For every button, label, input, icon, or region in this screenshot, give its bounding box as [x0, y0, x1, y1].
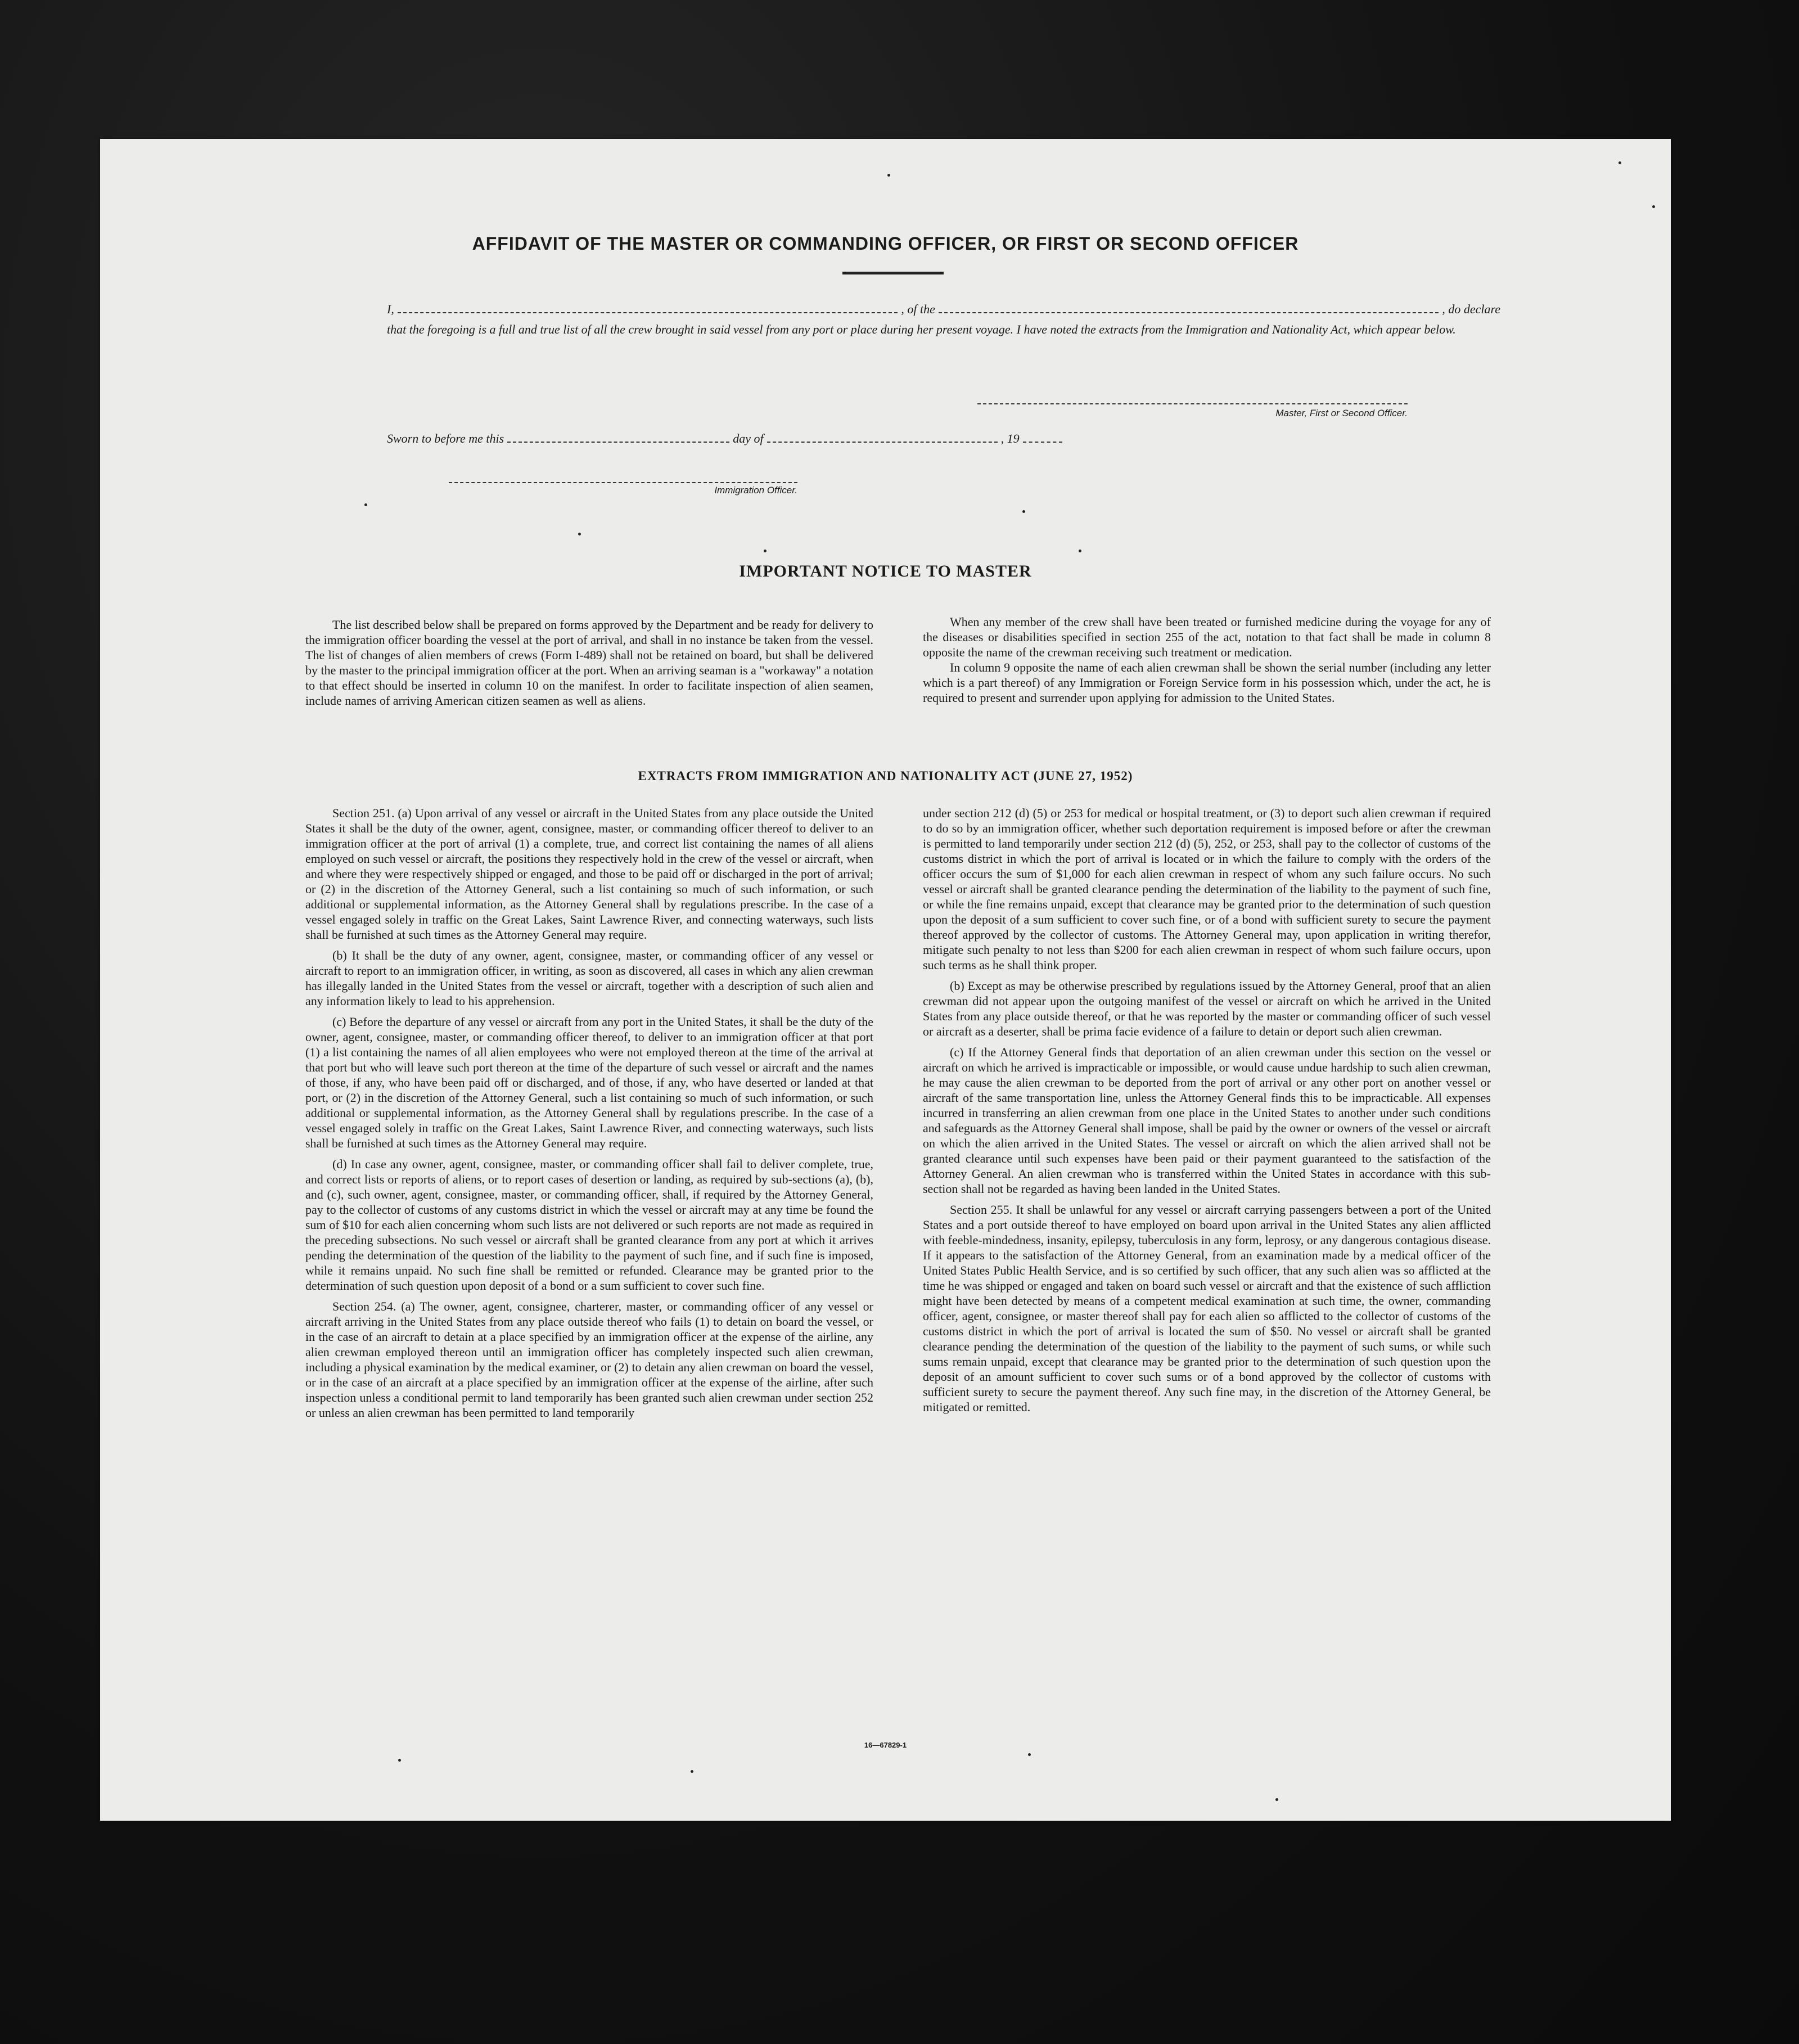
scan-speck: [691, 1770, 693, 1773]
scan-speck: [1028, 1753, 1031, 1756]
extracts-right-column: [923, 805, 1491, 1420]
i-label: I,: [387, 302, 394, 316]
declaration-text: that the foregoing is a full and true list of all the crew brought in said vessel from any port or place during her present voyage. I have noted the extracts from the Immigration and Nationality Act, which appear below.: [387, 322, 1456, 336]
master-signature-label: Master, First or Second Officer.: [1275, 408, 1408, 418]
extracts-title: EXTRACTS FROM IMMIGRATION AND NATIONALITY ACT (JUNE 27, 1952): [638, 769, 1133, 783]
section-251-d: (d) In case any owner, agent, consignee, master, or commanding officer shall fail to deliver complete, true, and correct lists or reports of aliens, or to report cases of desertion or landing, as required by sub-sections (a), (b), and (c), such owner, agent, consignee, master, or commanding officer, shall, if required by the Attorney General, pay to the collector of customs of any customs district in which the vessel or aircraft may at any time be found the sum of $10 for each alien concerning whom such lists are not delivered or such reports are not made as required in the preceding subsections. No such vessel or aircraft shall be granted clearance from any port at which it arrives pending the determination of the question of the liability to the payment of such fine, and if such fine is imposed, while it remains unpaid. No such fine shall be remitted or refunded. Clearance may be granted prior to the determination of such question upon deposit of a bond or a sum sufficient to cover such fine.: [305, 1157, 873, 1293]
declaration-block: [387, 299, 1500, 340]
section-254-a: Section 254. (a) The owner, agent, consignee, charterer, master, or commanding officer of any vessel or aircraft arriving in the United States from any place outside thereof who fails (1) to detain on board the vessel, or in the case of an aircraft to detain at a place specified by an immigration officer at the expense of the airline, any alien crewman employed thereon until an immigration officer has completely inspected such alien crewman, including a physical examination by the medical examiner, or (2) to detain any alien crewman on board the vessel, or in the case of an aircraft at a place specified by an immigration officer at the expense of the airline, after such inspection unless a conditional permit to land temporarily has been granted such alien crewman under section 252 or unless an alien crewman has been permitted to land temporarily: [305, 1299, 873, 1420]
vessel-blank[interactable]: [939, 312, 1439, 313]
section-255: Section 255. It shall be unlawful for any vessel or aircraft carrying passengers between a port of the United States and a port outside thereof to have employed on board upon arrival in the United States any alien afflicted with feeble-mindedness, insanity, epilepsy, tuberculosis in any form, leprosy, or any dangerous contagious disease. If it appears to the satisfaction of the Attorney General, from an examination made by a medical officer of the United States Public Health Service, and is so certified by such officer, that any such alien was so afflicted at the time he was shipped or engaged and taken on board such vessel or aircraft and that the existence of such affliction might have been detected by means of a competent medical examination at such time, the owner, commanding officer, agent, consignee, or master thereof shall pay for each alien so afflicted to the collector of customs of the customs district in which the port of arrival is located the sum of $50. No vessel or aircraft shall be granted clearance pending the determination of the question of the liability to the payment of such sums, or while such sums remain unpaid, except that clearance may be granted prior to the determination of such question upon the deposit of an amount sufficient to cover such sums or of a bond approved by the collector of customs with sufficient surety to secure the payment thereof. Any such fine may, in the discretion of the Attorney General, be mitigated or remitted.: [923, 1203, 1491, 1414]
section-251-b: (b) It shall be the duty of any owner, agent, consignee, master, or commanding officer of any vessel or aircraft to report to an immigration officer, in writing, as soon as discovered, all cases in which any alien crewman has illegally landed in the United States from the vessel or aircraft, together with a description of such alien and any information likely to lead to his apprehension.: [305, 948, 873, 1008]
scan-speck: [398, 1759, 401, 1762]
notice-right-paragraph-2: In column 9 opposite the name of each alien crewman shall be shown the serial number (including any letter which is a part thereof) of any Immigration or Foreign Service form in his possession which, under the act, he is required to present and surrender upon applying for admission to the United States.: [923, 660, 1491, 705]
scan-speck: [364, 503, 367, 506]
day-blank[interactable]: [507, 442, 729, 443]
notice-left-paragraph: The list described below shall be prepared on forms approved by the Department and be ready for delivery to the immigration officer boarding the vessel at the port of arrival, and shall in no instance be taken from the vessel. The list of changes of alien members of crews (Form I-489) shall not be retained on board, but shall be delivered by the master to the principal immigration officer at the port. When an arriving seaman is a "workaway" a notation to that effect should be inserted in column 10 on the manifest. In order to facilitate inspection of alien seamen, include names of arriving American citizen seamen as well as aliens.: [305, 618, 873, 708]
of-the-label: , of the: [901, 302, 935, 316]
scan-speck: [764, 550, 767, 552]
notice-left-column: [305, 617, 873, 714]
form-number: 16—67829-1: [864, 1741, 907, 1749]
scan-speck: [1618, 161, 1621, 164]
section-251-a: Section 251. (a) Upon arrival of any vessel or aircraft in the United States from any place outside the United States it shall be the duty of the owner, agent, consignee, master, or commanding officer thereof to deliver to an immigration officer at the port of arrival (1) a complete, true, and correct list containing the names of all aliens employed on such vessel or aircraft, the positions they respectively hold in the crew of the vessel or aircraft, when and where they were respectively shipped or engaged, and those to be paid off or discharged in the port of arrival; or (2) in the discretion of the Attorney General, such a list containing so much of such information, or such additional or supplemental information, as the Attorney General shall by regulations prescribe. In the case of a vessel engaged solely in traffic on the Great Lakes, Saint Lawrence River, and connecting waterways, such lists shall be furnished at such times as the Attorney General may require.: [305, 806, 873, 942]
do-declare-label: , do declare: [1442, 302, 1501, 316]
name-blank[interactable]: [398, 312, 898, 313]
day-of-label: day of: [733, 431, 764, 445]
scan-speck: [1022, 510, 1025, 513]
scan-speck: [1079, 550, 1081, 552]
notice-title: IMPORTANT NOTICE TO MASTER: [739, 562, 1032, 580]
section-254-b: (b) Except as may be otherwise prescribed by regulations issued by the Attorney General, proof that an alien crewman did not appear upon the outgoing manifest of the vessel or aircraft on which he arrived in the United States from any place outside thereof, or that he was reported by the master or commanding officer of such vessel or aircraft as a deserter, shall be prima facie evidence of a failure to detain or deport such alien crewman.: [923, 979, 1491, 1038]
master-signature-line[interactable]: [977, 403, 1408, 404]
sworn-label: Sworn to before me this: [387, 431, 504, 445]
affidavit-title: AFFIDAVIT OF THE MASTER OR COMMANDING OFFICER, OR FIRST OR SECOND OFFICER: [472, 233, 1299, 254]
section-254-c: (c) If the Attorney General finds that deportation of an alien crewman under this section on the vessel or aircraft on which he arrived is impracticable or impossible, or would cause undue hardship to such alien crewman, he may cause the alien crewman to be deported from the port of arrival or any other port on another vessel or aircraft of the same transportation line, unless the Attorney General finds this to be impracticable. All expenses incurred in transferring an alien crewman from one place in the United States to another under such conditions and safeguards as the Attorney General shall impose, shall be paid by the owner or owners of the vessel or aircraft on which the alien arrived in the United States. The vessel or aircraft on which the alien arrived shall not be granted clearance until such expenses have been paid or their payment guaranteed to the satisfaction of the Attorney General. An alien crewman who is transferred within the United States in accordance with this sub-section shall not be regarded as having been landed in the United States.: [923, 1045, 1491, 1196]
sworn-line: [387, 431, 1202, 447]
notice-right-column: [923, 614, 1491, 705]
section-254-a-continued: under section 212 (d) (5) or 253 for medical or hospital treatment, or (3) to deport such alien crewman if required to do so by an immigration officer, whether such deportation requirement is imposed before or after the crewman is permitted to land temporarily under section 212 (d) (5), 252, or 253, shall pay to the collector of customs of the customs district in which the port of arrival is located or in which the failure to comply with the orders of the officer occurs the sum of $1,000 for each alien crewman in respect of whom any such failure occurs. No such vessel or aircraft shall be granted clearance pending the determination of the liability to the payment of such fine, or while the fine remains unpaid, except that clearance may be granted prior to the determination of such question upon the deposit of a sum sufficient to cover such fine, or of a bond with sufficient surety to secure the payment thereof approved by the collector of customs. The Attorney General may, upon application in writing therefor, mitigate such penalty to not less than $200 for each alien crewman in respect of whom such failure occurs, upon such terms as he shall think proper.: [923, 806, 1491, 972]
notice-right-paragraph-1: When any member of the crew shall have been treated or furnished medicine during the voyage for any of the diseases or disabilities specified in section 255 of the act, notation to that fact shall be made in column 8 opposite the name of the crewman receiving such treatment or medication.: [923, 615, 1491, 659]
extracts-left-column: [305, 805, 873, 1426]
officer-signature-label: Immigration Officer.: [714, 485, 797, 496]
year-prefix: , 19: [1000, 431, 1020, 445]
document-page: [100, 139, 1671, 1821]
officer-signature-line[interactable]: [449, 482, 797, 483]
month-blank[interactable]: [767, 442, 998, 443]
scan-speck: [1275, 1798, 1278, 1801]
title-rule: [842, 272, 944, 274]
scan-speck: [887, 174, 890, 177]
year-blank[interactable]: [1023, 442, 1062, 443]
scan-speck: [1652, 205, 1655, 208]
section-251-c: (c) Before the departure of any vessel or aircraft from any port in the United States, it shall be the duty of the owner, agent, consignee, master, or commanding officer thereof, to deliver to an immigration officer at that port (1) a list containing the names of all alien employees who were not employed thereon at the time of the arrival at that port but who will leave such port thereon at the time of the departure of such vessel or aircraft and the names of those, if any, who have been paid off or discharged, and of those, if any, who have deserted or landed at that port, or (2) in the discretion of the Attorney General, such a list containing so much of such information, or such additional or supplemental information, as the Attorney General shall by regulations prescribe. In the case of a vessel engaged solely in traffic on the Great Lakes, Saint Lawrence River, and connecting waterways, such lists shall be furnished at such times as the Attorney General may require.: [305, 1015, 873, 1150]
scan-speck: [578, 533, 581, 535]
